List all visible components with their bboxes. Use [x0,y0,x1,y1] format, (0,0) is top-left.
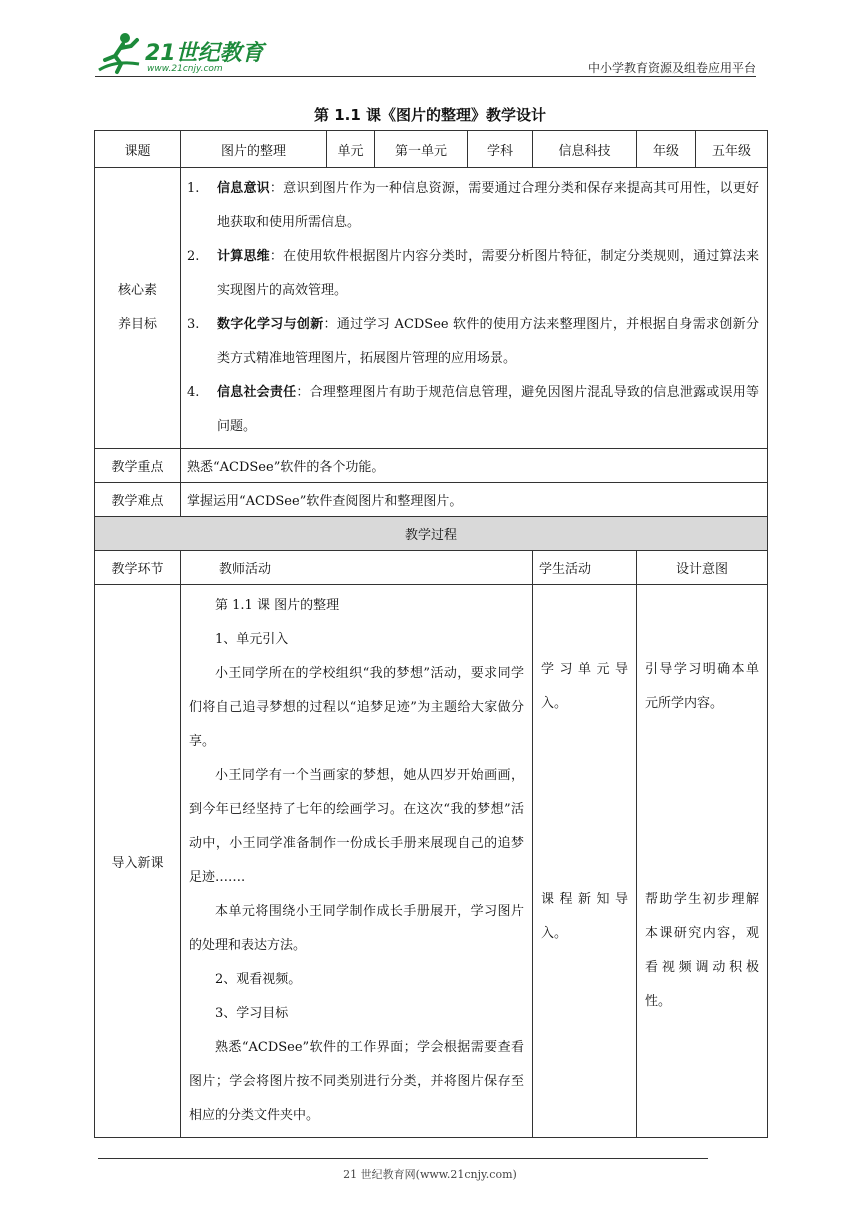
unit-value: 第一单元 [375,131,468,168]
brand-name: 21世纪教育 [145,41,264,66]
key-point-row [95,449,768,483]
stage-intro: 导入新课 [95,585,181,1138]
footer-text: 21 世纪教育网(www.21cnjy.com) [343,1168,517,1181]
paragraph: 小王同学所在的学校组织“我的梦想”活动，要求同学们将自己追寻梦想的过程以“追梦足迹”为主题给大家做分享。 [189,666,524,749]
header-divider [95,76,756,77]
design-intent [637,585,768,1138]
objective-item: 4. 信息社会责任：合理整理图片有助于规范信息管理，避免因图片混乱导致的信息泄露或误用等问题。 [187,385,759,434]
intent-header: 设计意图 [637,551,768,585]
grade-value: 五年级 [696,131,768,168]
teacher-header: 教师活动 [181,551,533,585]
info-row [95,131,768,168]
document-title: 第 1.1 课《图片的整理》教学设计 [313,106,547,124]
unit-label: 单元 [327,131,375,168]
student-activity [533,585,637,1138]
step-heading: 2、观看视频。 [215,972,302,987]
key-point-label: 教学重点 [95,449,181,483]
intent-note-2: 帮助学生初步理解本课研究内容，观看视频调动积极性。 [645,892,759,1009]
topic-label: 课题 [95,131,181,168]
objective-item: 2. 计算思维：在使用软件根据图片内容分类时，需要分析图片特征，制定分类规则，通过算法来实现图片的高效管理。 [187,249,759,298]
subject-label: 学科 [468,131,533,168]
step-heading: 3、学习目标 [215,1006,289,1021]
intro-row [95,585,768,1138]
topic-value: 图片的整理 [181,131,327,168]
objectives-label: 核心素 养目标 [95,168,181,449]
objective-item: 1. 信息意识：意识到图片作为一种信息资源，需要通过合理分类和保存来提高其可用性，以更好地获取和使用所需信息。 [187,181,759,230]
footer-divider [98,1158,708,1159]
subject-value: 信息科技 [533,131,637,168]
objective-item: 3. 数字化学习与创新：通过学习 ACDSee 软件的使用方法来整理图片，并根据自身需求创新分类方式精准地管理图片，拓展图片管理的应用场景。 [187,317,759,366]
objectives-row [95,168,768,449]
paragraph: 本单元将围绕小王同学制作成长手册展开，学习图片的处理和表达方法。 [189,904,524,953]
student-note-1: 学习单元导入。 [541,662,628,711]
student-note-2: 课程新知导入。 [541,892,628,941]
process-section-row [95,517,768,551]
logo [95,30,265,80]
process-section-title: 教学过程 [95,517,768,551]
process-header-row [95,551,768,585]
platform-name: 中小学教育资源及组卷应用平台 [587,61,756,75]
stage-header: 教学环节 [95,551,181,585]
step-heading: 1、单元引入 [215,632,289,647]
lesson-heading: 第 1.1 课 图片的整理 [215,598,340,613]
runner-logo-icon [95,30,145,76]
student-header: 学生活动 [533,551,637,585]
teacher-activity [181,585,533,1138]
objectives-list [181,168,768,449]
difficulty-row [95,483,768,517]
brand-url: www.21cnjy.com [147,64,223,74]
lesson-plan-table [94,130,768,1138]
paragraph: 小王同学有一个当画家的梦想，她从四岁开始画画，到今年已经坚持了七年的绘画学习。在这次“我的梦想”活动中，小王同学准备制作一份成长手册来展现自己的追梦足迹……. [189,768,524,885]
grade-label: 年级 [637,131,696,168]
difficulty-label: 教学难点 [95,483,181,517]
key-point-text: 熟悉“ACDSee”软件的各个功能。 [181,449,768,483]
paragraph: 熟悉“ACDSee”软件的工作界面；学会根据需要查看图片；学会将图片按不同类别进行分类，并将图片保存至相应的分类文件夹中。 [189,1040,524,1123]
intent-note-1: 引导学习明确本单元所学内容。 [645,662,759,711]
difficulty-text: 掌握运用“ACDSee”软件查阅图片和整理图片。 [181,483,768,517]
